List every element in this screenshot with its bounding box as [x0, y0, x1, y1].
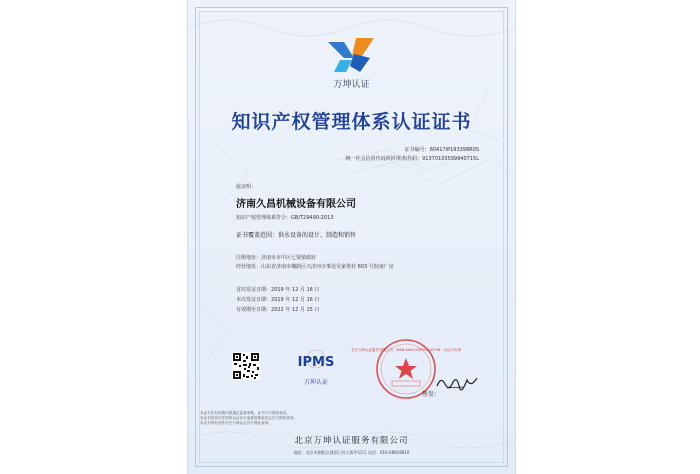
brand-name: 万坤认证	[333, 80, 370, 90]
expiry-label: 有效期至日期：	[236, 307, 272, 313]
office-address-row	[236, 263, 394, 270]
reg-address-row	[236, 254, 316, 261]
scope-row	[236, 230, 356, 239]
note-item: 本证书信息可在国家认证认可监督管理委员会官方网站查询。	[200, 416, 298, 420]
scope-value: 供水设备的设计、制造和销售	[278, 232, 357, 239]
signature-label: 签发：	[422, 391, 441, 398]
standard-label: 知识产权管理体系符合：	[236, 215, 292, 221]
issue-value: 2019 年 12 月 16 日	[271, 297, 320, 303]
issue-label: 本次发证日期：	[236, 297, 272, 303]
credit-code-value: 91370103599940715L	[422, 156, 479, 162]
scope-label: 证书覆盖范围：	[236, 232, 279, 239]
qr-code-icon	[232, 352, 260, 380]
standard-row	[236, 214, 334, 221]
company-name: 济南久昌机械设备有限公司	[236, 199, 356, 210]
ipms-logo-icon	[291, 349, 341, 375]
certificate-title: 知识产权管理体系认证证书	[231, 111, 472, 133]
first-issue-row	[236, 286, 319, 293]
brand-logo-icon	[326, 36, 376, 74]
ipms-mark-text: IPMS	[297, 355, 335, 370]
cert-no-label: 证书编号：	[404, 147, 430, 153]
ipms-caption: 万坤认证	[303, 379, 328, 386]
holder-label: 兹证明：	[236, 184, 257, 190]
credit-code-row	[345, 155, 479, 162]
issuer-address: 地址：北京市朝阳区建国门外大街甲12号 电话：010-68918910	[293, 450, 410, 455]
signature-icon	[433, 372, 483, 394]
cert-no-value: 60417IP193398R0S	[429, 147, 479, 153]
certificate	[187, 0, 516, 474]
issuer-company: 北京万坤认证服务有限公司	[294, 436, 409, 446]
note-item: 本证书的有效性可在万坤认证官方网站查询。	[200, 421, 272, 425]
credit-code-label: 统一社会信用代码/组织机构代码：	[345, 156, 423, 162]
note-item: 本证书在有效期内需通过监督审核，证书方可保持有效。	[200, 411, 290, 415]
reg-address-value: 济南市市中区七贤镇政府	[261, 255, 317, 261]
office-address-value: 山东省济南市槐荫区兴济河办事处吴家堡村 603 号院南厂房	[261, 264, 394, 270]
reg-address-label: 注册地址：	[236, 255, 262, 261]
expiry-value: 2022 年 12 月 15 日	[271, 307, 320, 313]
standard-value: GB/T29490-2013	[291, 215, 334, 221]
issue-row	[236, 296, 319, 303]
seal-text: 北京万坤认证服务有限公司 · WAN KUN CERTIFICATION · 认证专用章	[350, 348, 462, 352]
certificate-number-row	[405, 146, 479, 153]
first-issue-value: 2019 年 12 月 16 日	[271, 287, 320, 293]
expiry-row	[236, 306, 319, 313]
first-issue-label: 首次发证日期：	[236, 287, 272, 293]
office-address-label: 经营地址：	[236, 264, 262, 270]
